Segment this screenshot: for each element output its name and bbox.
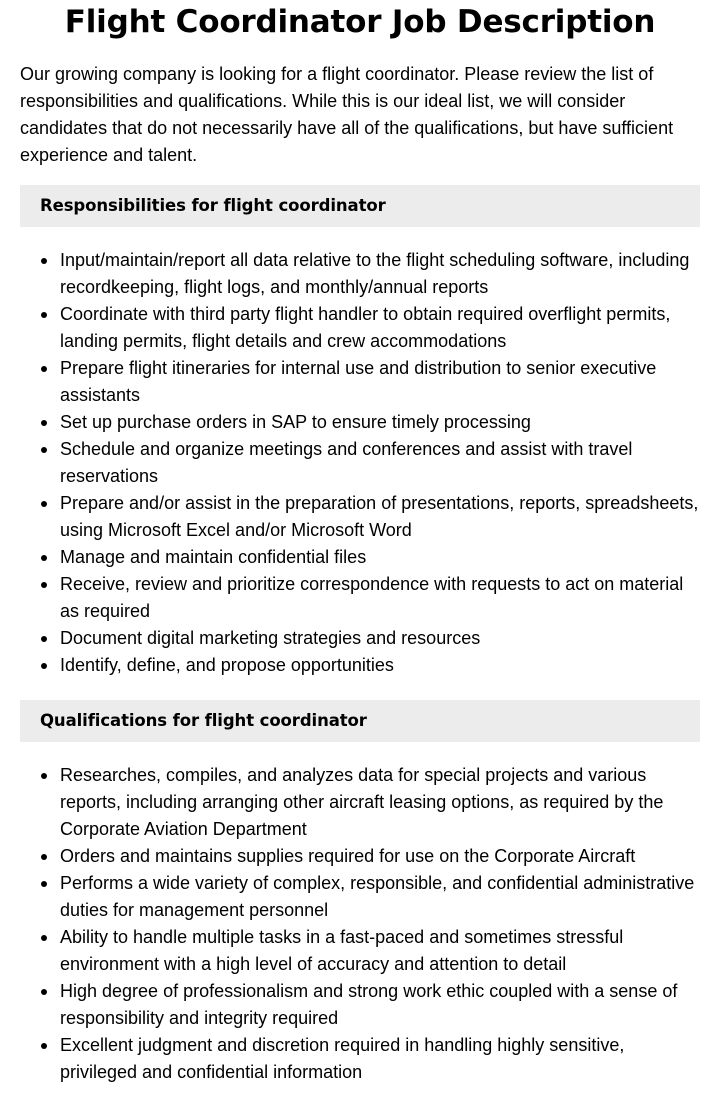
list-item: Schedule and organize meetings and conferences and assist with travel reservations bbox=[60, 436, 700, 490]
responsibilities-list bbox=[20, 247, 700, 679]
list-item: High degree of professionalism and strong work ethic coupled with a sense of responsibility and integrity required bbox=[60, 978, 700, 1032]
list-item: Researches, compiles, and analyzes data for special projects and various reports, including arranging other aircraft leasing options, as required by the Corporate Aviation Department bbox=[60, 762, 700, 843]
list-item: Prepare and/or assist in the preparation of presentations, reports, spreadsheets, using Microsoft Excel and/or Microsoft Word bbox=[60, 490, 700, 544]
list-item: Receive, review and prioritize correspondence with requests to act on material as required bbox=[60, 571, 700, 625]
list-item: Document digital marketing strategies and resources bbox=[60, 625, 700, 652]
list-item: Coordinate with third party flight handler to obtain required overflight permits, landing permits, flight details and crew accommodations bbox=[60, 301, 700, 355]
list-item: Performs a wide variety of complex, responsible, and confidential administrative duties for management personnel bbox=[60, 870, 700, 924]
page-title: Flight Coordinator Job Description bbox=[64, 4, 656, 40]
list-item: Orders and maintains supplies required for use on the Corporate Aircraft bbox=[60, 843, 700, 870]
list-item: Excellent judgment and discretion required in handling highly sensitive, privileged and confidential information bbox=[60, 1032, 700, 1086]
list-item: Prepare flight itineraries for internal use and distribution to senior executive assistants bbox=[60, 355, 700, 409]
qualifications-heading: Qualifications for flight coordinator bbox=[20, 700, 700, 742]
intro-paragraph: Our growing company is looking for a flight coordinator. Please review the list of responsibilities and qualifications. While this is our ideal list, we will consider candidates that do not necessarily have all of the qualifications, but have sufficient experience and talent. bbox=[20, 64, 674, 165]
list-item: Ability to handle multiple tasks in a fast-paced and sometimes stressful environment with a high level of accuracy and attention to detail bbox=[60, 924, 700, 978]
list-item: Input/maintain/report all data relative to the flight scheduling software, including recordkeeping, flight logs, and monthly/annual reports bbox=[60, 247, 700, 301]
list-item: Manage and maintain confidential files bbox=[60, 544, 700, 571]
list-item: Identify, define, and propose opportunities bbox=[60, 652, 700, 679]
qualifications-list bbox=[20, 762, 700, 1086]
list-item: Set up purchase orders in SAP to ensure timely processing bbox=[60, 409, 700, 436]
responsibilities-heading: Responsibilities for flight coordinator bbox=[20, 185, 700, 227]
